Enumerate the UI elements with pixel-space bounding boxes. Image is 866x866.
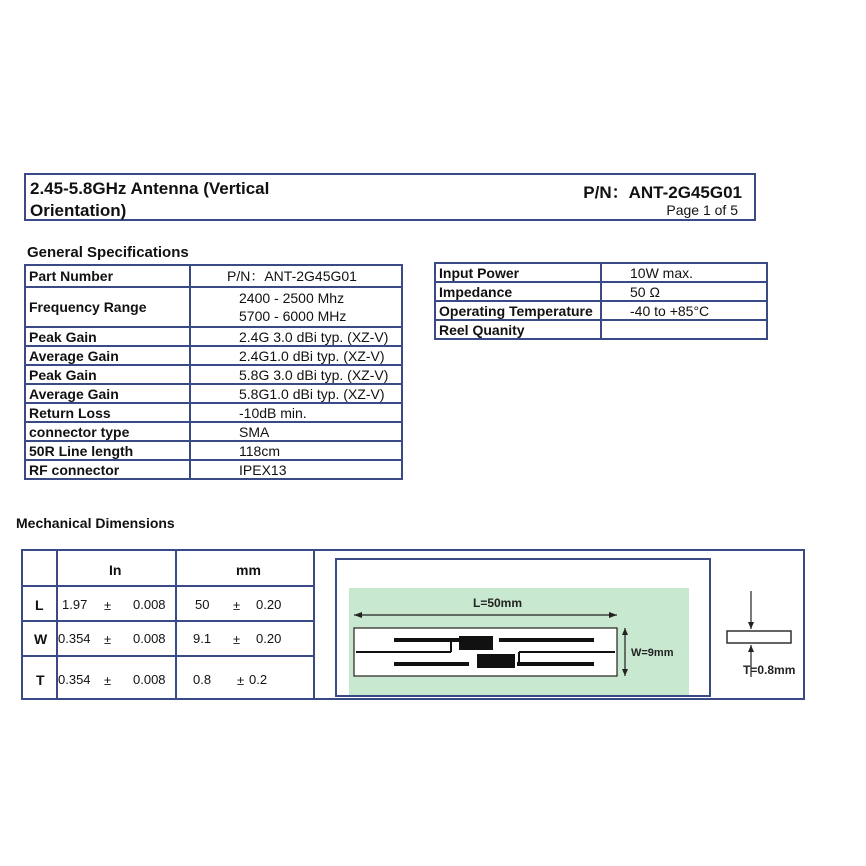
spec-value: P/N：ANT-2G45G01: [190, 265, 402, 287]
spec-label: Operating Temperature: [435, 301, 601, 320]
spec-label: RF connector: [25, 460, 190, 479]
spec-value: SMA: [190, 422, 402, 441]
spec-value: [190, 287, 402, 327]
divider: [23, 585, 313, 587]
divider: [175, 551, 177, 698]
plus-minus: ±: [233, 632, 241, 647]
radiator-arm: [499, 638, 594, 642]
spec-value: -10dB min.: [190, 403, 402, 422]
spec-label: 50R Line length: [25, 441, 190, 460]
document-header: [24, 173, 756, 221]
plus-minus: ±: [104, 598, 112, 613]
inch-tolerance: 0.008: [133, 631, 166, 646]
thickness-arrowhead-bottom: [748, 645, 754, 652]
divider: [23, 655, 313, 657]
spec-value: 5.8G 3.0 dBi typ. (XZ-V): [190, 365, 402, 384]
spec-value: [601, 320, 767, 339]
header-part-number: P/N：ANT-2G45G01: [583, 183, 742, 202]
divider: [23, 620, 313, 622]
table-row: [25, 403, 402, 422]
mechanical-dimensions-heading: Mechanical Dimensions: [16, 515, 175, 531]
mm-value: 0.8: [193, 672, 212, 687]
antenna-top-view-svg: [349, 588, 689, 695]
spec-value: 118cm: [190, 441, 402, 460]
inch-tolerance: 0.008: [133, 597, 166, 612]
page-indicator: Page 1 of 5: [666, 202, 738, 218]
spec-label: Impedance: [435, 282, 601, 301]
width-arrowhead-top: [622, 628, 628, 635]
length-arrowhead-left: [354, 612, 362, 618]
antenna-side-profile: [727, 631, 791, 643]
general-specifications-heading: General Specifications: [27, 244, 189, 261]
frequency-range-58: 5700 - 6000 MHz: [239, 308, 347, 324]
antenna-side-view-diagram: [705, 581, 803, 691]
spec-value: -40 to +85°C: [601, 301, 767, 320]
table-row: [25, 365, 402, 384]
table-row: [435, 320, 767, 339]
column-header-in: In: [109, 562, 122, 578]
divider: [313, 551, 315, 698]
inch-tolerance: 0.008: [133, 672, 166, 687]
thickness-arrowhead-top: [748, 622, 754, 629]
spec-value: 10W max.: [601, 263, 767, 282]
mm-value: 50: [195, 597, 210, 612]
radiator-pad: [477, 654, 515, 668]
spec-value: 2.4G1.0 dBi typ. (XZ-V): [190, 346, 402, 365]
spec-label: Peak Gain: [25, 327, 190, 346]
table-row: [435, 263, 767, 282]
column-header-mm: mm: [236, 562, 261, 578]
general-specifications-table: [24, 264, 403, 480]
width-arrowhead-bottom: [622, 669, 628, 676]
mm-tolerance: 0.20: [256, 597, 282, 612]
mm-tolerance: 0.20: [256, 631, 282, 646]
radiator-pad: [459, 636, 493, 650]
length-arrowhead-right: [609, 612, 617, 618]
spec-label: Input Power: [435, 263, 601, 282]
antenna-drawing-frame: [335, 558, 711, 697]
table-row: [25, 441, 402, 460]
spec-value: 2.4G 3.0 dBi typ. (XZ-V): [190, 327, 402, 346]
table-row: [435, 282, 767, 301]
spec-label: connector type: [25, 422, 190, 441]
spec-label: Average Gain: [25, 346, 190, 365]
table-row: [25, 327, 402, 346]
frequency-range-24: 2400 - 2500 Mhz: [239, 290, 345, 306]
document-title: 2.45-5.8GHz Antenna (Vertical Orientation): [30, 179, 270, 220]
antenna-top-view-diagram: [349, 588, 689, 695]
table-row: [25, 265, 402, 287]
length-label: L=50mm: [473, 596, 523, 610]
spec-label: Return Loss: [25, 403, 190, 422]
radiator-arm: [394, 662, 469, 666]
table-row: [25, 287, 402, 327]
table-row: [435, 301, 767, 320]
spec-label: Frequency Range: [25, 287, 190, 327]
table-row: [25, 346, 402, 365]
thickness-label: T=0.8mm: [743, 663, 796, 677]
spec-value: 5.8G1.0 dBi typ. (XZ-V): [190, 384, 402, 403]
mechanical-dimensions-panel: [21, 549, 805, 700]
spec-label: Reel Quanity: [435, 320, 601, 339]
spec-label: Peak Gain: [25, 365, 190, 384]
spec-value: IPEX13: [190, 460, 402, 479]
table-row: [25, 384, 402, 403]
radiator-arm: [517, 662, 594, 666]
dimension-label: L: [35, 597, 44, 613]
plus-minus: ±: [237, 673, 245, 688]
mm-value: 9.1: [193, 631, 212, 646]
spec-label: Average Gain: [25, 384, 190, 403]
spec-value: 50 Ω: [601, 282, 767, 301]
plus-minus: ±: [233, 598, 241, 613]
spec-label: Part Number: [25, 265, 190, 287]
electrical-specifications-table: [434, 262, 768, 340]
width-label: W=9mm: [631, 647, 674, 659]
table-row: [25, 422, 402, 441]
plus-minus: ±: [104, 632, 112, 647]
dimension-label: T: [36, 672, 45, 688]
inch-value: 1.97: [62, 597, 88, 612]
mm-tolerance: 0.2: [249, 672, 268, 687]
plus-minus: ±: [104, 673, 112, 688]
inch-value: 0.354: [58, 631, 91, 646]
table-row: [25, 460, 402, 479]
dimension-label: W: [34, 631, 48, 647]
inch-value: 0.354: [58, 672, 91, 687]
